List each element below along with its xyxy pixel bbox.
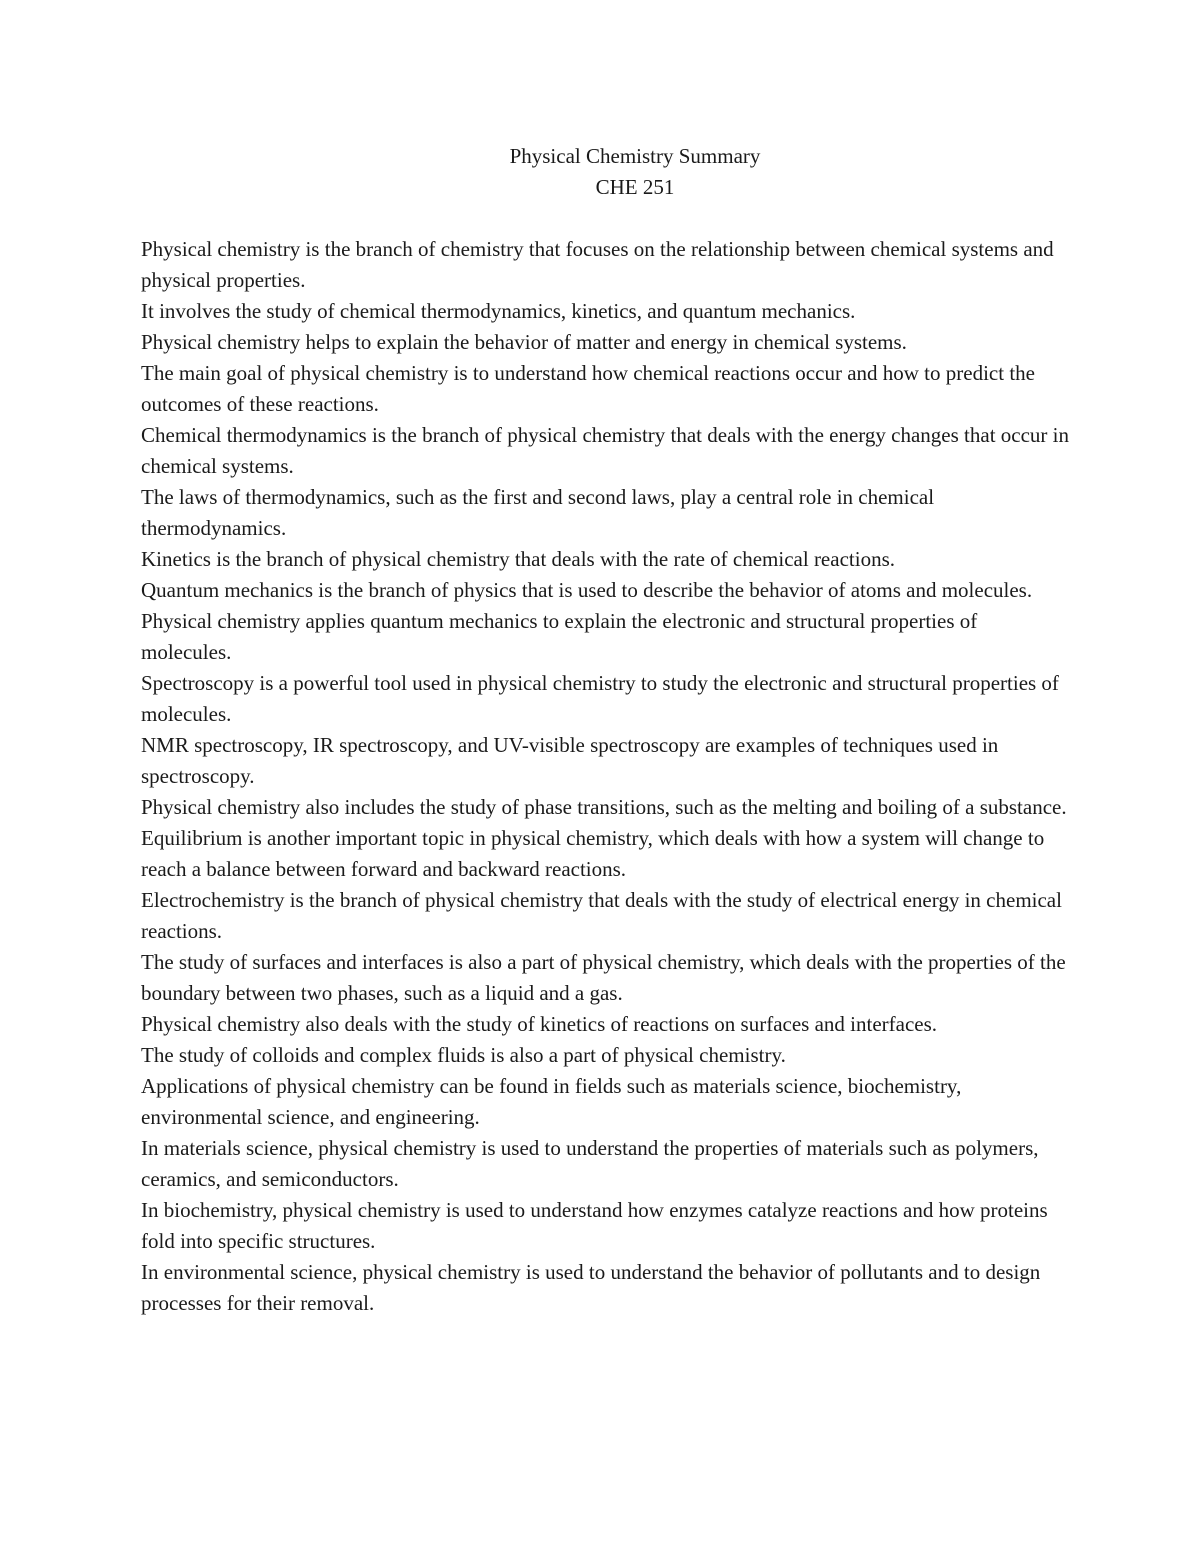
paragraph: In biochemistry, physical chemistry is used to understand how enzymes catalyze reactions and how proteins fold into specific structures.: [141, 1198, 1048, 1253]
document-body: [141, 234, 1071, 1319]
paragraph: The laws of thermodynamics, such as the first and second laws, play a central role in chemical thermodynamics.: [141, 485, 935, 540]
paragraph: Kinetics is the branch of physical chemistry that deals with the rate of chemical reactions.: [141, 547, 895, 571]
paragraph: In materials science, physical chemistry is used to understand the properties of materials such as polymers, ceramics, and semiconductors.: [141, 1136, 1039, 1191]
course-code: CHE 251: [595, 175, 675, 199]
paragraph: Physical chemistry applies quantum mechanics to explain the electronic and structural properties of molecules.: [141, 609, 978, 664]
paragraph: Physical chemistry is the branch of chemistry that focuses on the relationship between chemical systems and physical properties.: [141, 237, 1054, 292]
document-title: Physical Chemistry Summary: [509, 144, 761, 168]
paragraph: Applications of physical chemistry can be found in fields such as materials science, biochemistry, environmental science, and engineering.: [141, 1074, 962, 1129]
paragraph: Quantum mechanics is the branch of physics that is used to describe the behavior of atoms and molecules.: [141, 578, 1033, 602]
paragraph: It involves the study of chemical thermodynamics, kinetics, and quantum mechanics.: [141, 299, 856, 323]
paragraph: Physical chemistry also deals with the study of kinetics of reactions on surfaces and interfaces.: [141, 1012, 938, 1036]
paragraph: Electrochemistry is the branch of physical chemistry that deals with the study of electrical energy in chemical reactions.: [141, 888, 1062, 943]
paragraph: In environmental science, physical chemistry is used to understand the behavior of pollutants and to design processes for their removal.: [141, 1260, 1041, 1315]
paragraph: Spectroscopy is a powerful tool used in physical chemistry to study the electronic and structural properties of molecules.: [141, 671, 1059, 726]
paragraph: The study of surfaces and interfaces is also a part of physical chemistry, which deals with the properties of the boundary between two phases, such as a liquid and a gas.: [141, 950, 1066, 1005]
paragraph: The study of colloids and complex fluids is also a part of physical chemistry.: [141, 1043, 786, 1067]
paragraph: Physical chemistry also includes the study of phase transitions, such as the melting and boiling of a substance.: [141, 795, 1067, 819]
title-block: [0, 141, 1200, 203]
paragraph: The main goal of physical chemistry is to understand how chemical reactions occur and how to predict the outcomes of these reactions.: [141, 361, 1035, 416]
paragraph: Physical chemistry helps to explain the behavior of matter and energy in chemical systems.: [141, 330, 907, 354]
paragraph: Equilibrium is another important topic in physical chemistry, which deals with how a system will change to reach a balance between forward and backward reactions.: [141, 826, 1045, 881]
paragraph: NMR spectroscopy, IR spectroscopy, and UV-visible spectroscopy are examples of techniques used in spectroscopy.: [141, 733, 999, 788]
paragraph: Chemical thermodynamics is the branch of physical chemistry that deals with the energy changes that occur in chemical systems.: [141, 423, 1069, 478]
